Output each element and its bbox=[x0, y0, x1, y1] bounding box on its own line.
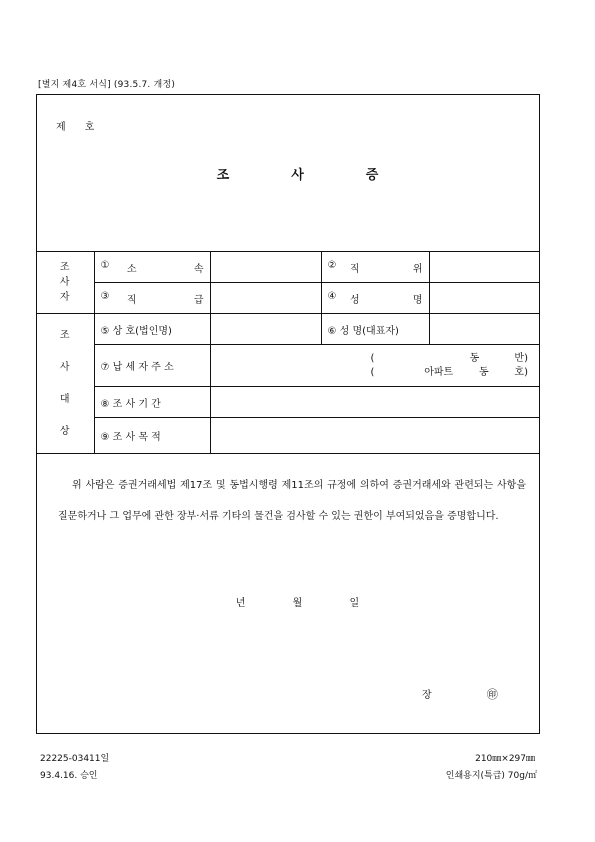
footer-paper-spec: 인쇄용지(특급) 70g/㎡ bbox=[445, 771, 537, 781]
footer-paper-size: 210㎜×297㎜ bbox=[475, 754, 535, 764]
subject-row-1 bbox=[36, 314, 540, 345]
subject-side-label: 조 사 대 상 bbox=[36, 314, 94, 454]
affiliation-label: ① 소 속 bbox=[94, 252, 210, 283]
name-field[interactable] bbox=[429, 283, 540, 314]
seal-icon: ㊞ bbox=[486, 688, 498, 701]
form-header-note: [별지 제4호 서식] (93.5.7. 개정) bbox=[38, 80, 176, 90]
footer-code: 22225-03411일 bbox=[40, 754, 110, 764]
date-year: 년 bbox=[235, 598, 246, 609]
investigation-period-field[interactable] bbox=[210, 387, 540, 418]
investigation-purpose-field[interactable] bbox=[210, 418, 540, 454]
affiliation-field[interactable] bbox=[210, 252, 321, 283]
footer-approval: 93.4.16. 승인 bbox=[40, 771, 98, 781]
taxpayer-address-label: ⑦ 납 세 자 주 소 bbox=[94, 345, 210, 387]
info-table bbox=[36, 251, 540, 454]
investigator-side-label: 조 사 자 bbox=[36, 252, 94, 314]
signature-suffix: 장 bbox=[422, 690, 432, 701]
grade-field[interactable] bbox=[210, 283, 321, 314]
investigation-purpose-label: ⑨ 조 사 목 적 bbox=[94, 418, 210, 454]
certification-text: 위 사람은 증권거래세법 제17조 및 동법시행령 제11조의 규정에 의하여 증권거래세와 관련되는 사항을 질문하거나 그 업무에 관한 장부·서류 기타의 물건을 검사할 수 있는 권한이 부여되었음을 증명합니다. bbox=[58, 480, 526, 522]
taxpayer-address-field[interactable]: ( 동 반) ( 아파트 동 호) bbox=[210, 345, 540, 387]
subject-row-3 bbox=[36, 387, 540, 418]
company-name-label: ⑤ 상 호(법인명) bbox=[94, 314, 210, 345]
representative-label: ⑥ 성 명(대표자) bbox=[321, 314, 429, 345]
date-month: 월 bbox=[292, 598, 303, 609]
investigator-row-2 bbox=[36, 283, 540, 314]
investigation-period-label: ⑧ 조 사 기 간 bbox=[94, 387, 210, 418]
subject-row-2 bbox=[36, 345, 540, 387]
position-label: ② 직 위 bbox=[321, 252, 429, 283]
signature-line bbox=[422, 686, 498, 702]
issue-date bbox=[0, 594, 595, 609]
form-number: 제 호 bbox=[56, 122, 95, 133]
name-label: ④ 성 명 bbox=[321, 283, 429, 314]
representative-field[interactable] bbox=[429, 314, 540, 345]
position-field[interactable] bbox=[429, 252, 540, 283]
grade-label: ③ 직 급 bbox=[94, 283, 210, 314]
subject-row-4 bbox=[36, 418, 540, 454]
date-day: 일 bbox=[349, 598, 360, 609]
page-title: 조사증 bbox=[216, 168, 441, 183]
investigator-row-1 bbox=[36, 252, 540, 283]
company-name-field[interactable] bbox=[210, 314, 321, 345]
